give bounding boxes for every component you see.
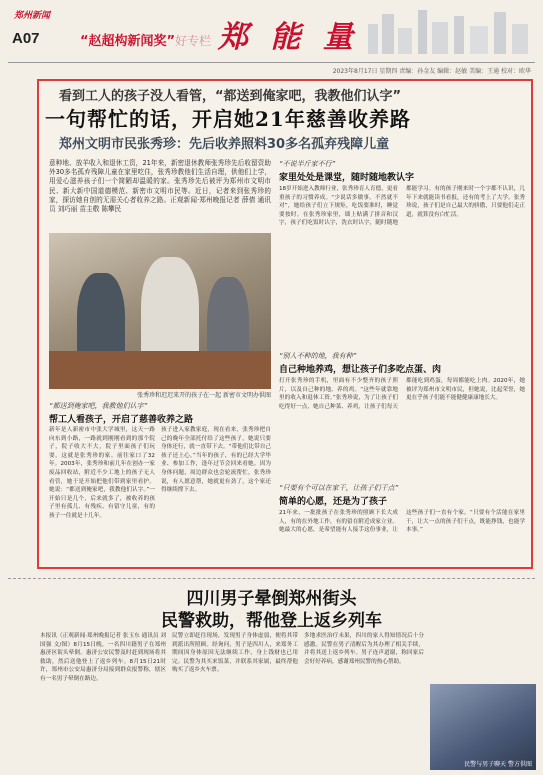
sec4-kicker: “只要有个可以在家干，让孩子们干点” bbox=[279, 484, 399, 492]
sec2-body: 18岁开始进入教师行业，张秀珍育人育德，更看重孩子的习惯养成。“少说话多做事，不然就不对”，她给孩子们立下规矩，吃饭要准时，睡觉要按时。在张秀珍家里，墙上贴满了拼音和汉字，孩子们吃饭时认字，洗衣时认字，随时随地都能学习。有的孩子刚来时一个字都不认识，几年下来就能读书看报，还有的考上了大学。张秀珍说，孩子们是自己最大的骄傲，只要他们走正道，就算没有白忙活。 bbox=[279, 186, 525, 227]
column-suffix: 好专栏 bbox=[175, 34, 212, 48]
sec4-body: 21年来，一批批孩子在张秀珍的照顾下长大成人，有的在外地工作，有的留在附近成家立业。她最大的心愿，是希望能有人接手这份事业，让这些孩子们一直有个家。“只要有个活能在家里干，让大一点的孩子们干点，既能挣钱，也能学本事。” bbox=[279, 510, 525, 534]
section-divider bbox=[8, 578, 535, 579]
sec4-heading: 简单的心愿，还是为了孩子 bbox=[279, 497, 388, 507]
skyline-decoration bbox=[360, 6, 535, 54]
sec3-kicker: “别人不种的地，我有种” bbox=[279, 352, 357, 360]
column-name: “赵超构新闻奖” bbox=[80, 34, 176, 49]
story-headline: 一句帮忙的话，开启她21年慈善收养路 bbox=[45, 107, 411, 131]
sec3-body: 打开张秀珍的手机，里面有不少整齐的孩子照片，以及自己种的地、养的鸡。“这些年就靠地里的收入和退休工资。”张秀珍说，为了让孩子们吃得好一点，她自己种菜、养鸡，让孩子们每天都能吃到鸡蛋，每周都能吃上肉。2020年，她被评为郑州市文明市民，但她说，比起荣誉，她更在乎孩子们能不能健健康康地长大。 bbox=[279, 378, 525, 410]
bottom-photo-caption: 民警与男子聊天 警方供图 bbox=[464, 761, 532, 768]
bottom-headline-1: 四川男子晕倒郑州街头 bbox=[186, 589, 357, 609]
photo-caption: 张秀珍和迟迟来开的孩子在一起 新密市文明办供图 bbox=[137, 392, 271, 399]
issue-meta: 2023年8月17日 星期四 责编：孙金友 编辑：赵敏 美编：王通 校对：欧华 bbox=[332, 68, 531, 75]
main-story-box bbox=[37, 79, 533, 569]
bottom-headline-2: 民警救助，帮他登上返乡列车 bbox=[161, 611, 382, 631]
masthead bbox=[0, 0, 543, 60]
page-number: A07 bbox=[12, 30, 40, 47]
story-photo bbox=[49, 233, 271, 389]
column-title bbox=[80, 30, 211, 49]
story-lead: 意种地、放羊收入和退休工资，21年来，新密退休教师张秀珍先后收留资助外30多名孤弃残障儿童在家里吃住，张秀珍教他们生活自理，供他们上学，用爱心滋养孩子们一个简陋却温暖的家。张秀珍先后被评为郑州市文明市民、新大新中国道德模范、新密市文明市民等。近日，记者来到张秀珍的家，探访她自创的无需关心者收养之路。正观新闻·郑州晚报记者 薛倩 通讯员 刘巧丽 苗主敬 陈攀民 bbox=[49, 159, 271, 214]
bottom-body-c: 多地求医治疗未果，四川的家人得知情况后十分感激。民警在男子清醒后为其办理了相关手续，并将其送上返乡列车。男子连声道谢，称回家后会好好养病，感谢郑州民警的热心帮助。 bbox=[304, 633, 424, 665]
story-subhead: 郑州文明市民张秀珍：先后收养照料30多名孤弃残障儿童 bbox=[59, 137, 390, 152]
photo-table bbox=[49, 351, 271, 389]
bottom-story-photo bbox=[430, 684, 536, 770]
header-rule bbox=[8, 62, 535, 63]
sec2-kicker: “不说半斤家不行” bbox=[279, 160, 336, 168]
bottom-body-a: 本报讯（正观新闻·郑州晚报记者 张玉东 通讯员 刘国强 文/图）8月15日晚，一名四川籍男子在郑州惠济区街头晕倒。惠济公安民警及时赶到现场将其救助，然后送他登上了返乡列车。8月15日21时许，郑州市公安局惠济分局接到群众报警称，辖区有一名男子晕倒在路边。 bbox=[40, 633, 166, 682]
sec1-body-b: 孩子进入家教家庭，现在看来，张秀珍把自己的晚年全部托付给了这些孩子，她说只要身体还行，就一直带下去。“带他们比带自己孩子还上心。”当年的孩子，有的已经大学毕业、参加工作，逢年过节会回来看她。因为身体问题，周边群众也会轮流帮忙，张秀珍说，有人愿意帮，她就更有劲了，这个家还得继续撑下去。 bbox=[161, 427, 271, 494]
sec1-kicker: “都送到俺家吧，我教他们认字” bbox=[49, 402, 148, 410]
story-kicker: 看到工人的孩子没人看管，“都送到俺家吧，我教他们认字” bbox=[59, 89, 402, 104]
sec1-body-a: 新年是人新密市中张大学城里，这天一路向东到小路，一路就到刚刚看到的那个院子，院子收大不大，院子里面孩子们玩耍，这就是张秀珍的家。前往家口了32年。2003年，张秀珍和前几年在创办一家废品回收站，附近不少工地上的孩子无人看管，她于是开始把他们带到家里看护。她说：“都送到俺家吧，我教他们认字。”一开始只是几个，后来就多了，被收养的孩子里有孤儿、有残疾、有留守儿童，有的孩子一住就是十几年。 bbox=[49, 427, 155, 519]
masthead-big-title: 郑 能 量 bbox=[218, 20, 359, 55]
bottom-body-b: 民警立即赶往现场，发现男子身体虚弱，便将其带到派出所照顾。经询问，男子是四川人，来郑务工期间因身体原因无法继续工作，身上钱财也已用完。民警为其买来饭菜，并联系其家属，最终帮他购买了返乡火车票。 bbox=[172, 633, 298, 674]
sec3-heading: 自己种地养鸡，想让孩子们多吃点蛋、肉 bbox=[279, 365, 442, 375]
section-tag: 郑州新闻 bbox=[14, 11, 51, 21]
sec2-heading: 家里处处是课堂，随时随地教认字 bbox=[279, 173, 415, 183]
sec1-heading: 帮工人看孩子，开启了慈善收养之路 bbox=[49, 415, 194, 425]
